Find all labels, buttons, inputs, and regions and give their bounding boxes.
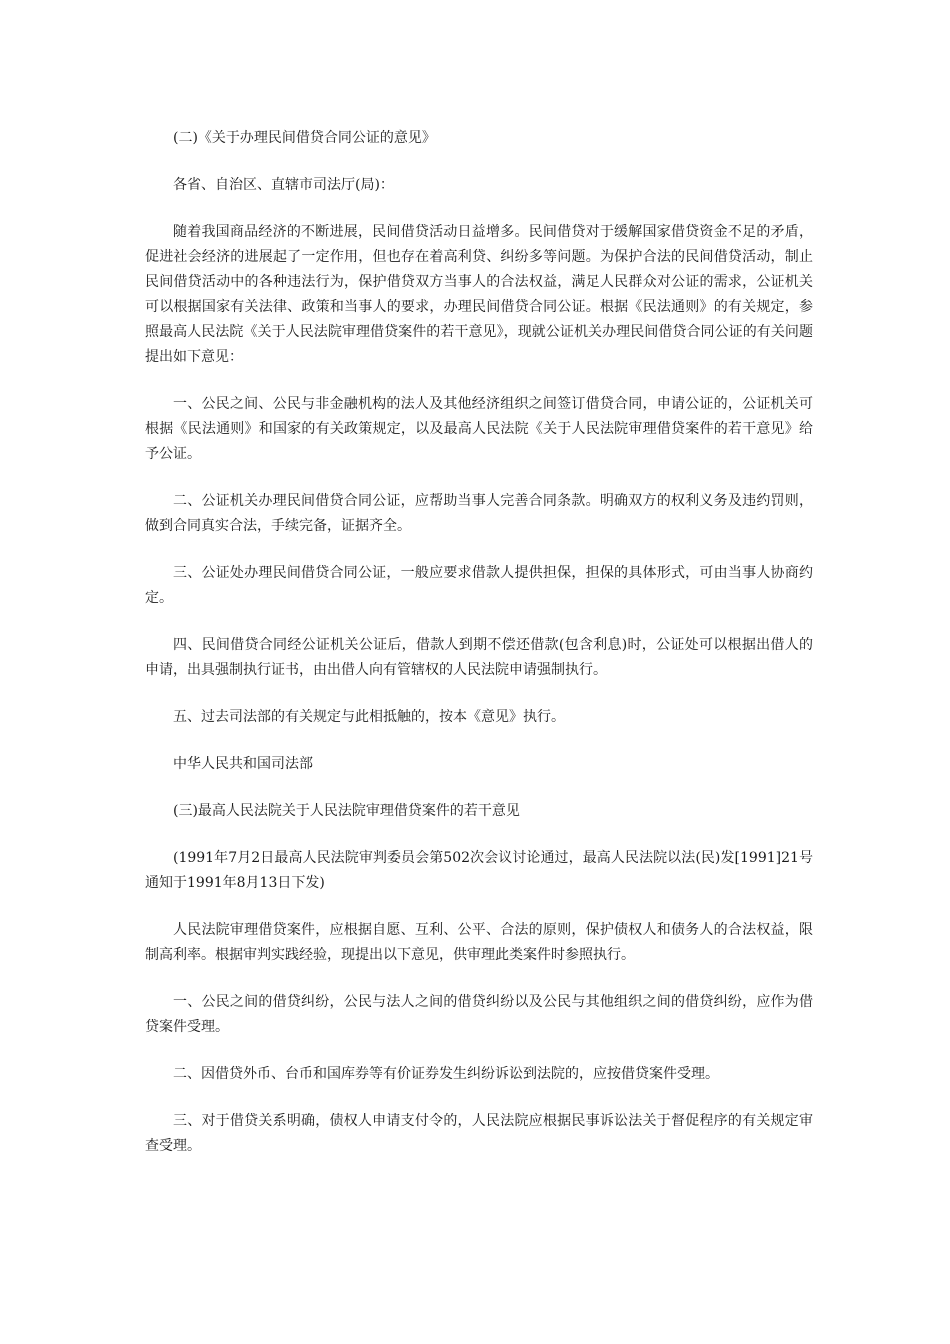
section-heading-3: (三)最高人民法院关于人民法院审理借贷案件的若干意见: [173, 803, 520, 819]
court-item-2: 二、因借贷外币、台币和国库券等有价证券发生纠纷诉讼到法院的，应按借贷案件受理。: [173, 1066, 719, 1082]
adoption-note: (1991年7月2日最高人民法院审判委员会第502次会议讨论通过，最高人民法院以法(民)发[1991]21号通知于1991年8月13日下发): [145, 850, 813, 891]
court-intro-paragraph: 人民法院审理借贷案件，应根据自愿、互利、公平、合法的原则，保护债权人和债务人的合法权益，限制高利率。根据审判实践经验，现提出以下意见，供审理此类案件时参照执行。: [145, 922, 813, 963]
opinion-item-5: 五、过去司法部的有关规定与此相抵触的，按本《意见》执行。: [173, 709, 565, 725]
opinion-item-4: 四、民间借贷合同经公证机关公证后，借款人到期不偿还借款(包含利息)时，公证处可以根据出借人的申请，出具强制执行证书，由出借人向有管辖权的人民法院申请强制执行。: [145, 637, 813, 678]
opinion-item-2: 二、公证机关办理民间借贷合同公证，应帮助当事人完善合同条款。明确双方的权利义务及违约罚则，做到合同真实合法，手续完备，证据齐全。: [145, 493, 813, 534]
court-item-3: 三、对于借贷关系明确，债权人申请支付令的，人民法院应根据民事诉讼法关于督促程序的有关规定审查受理。: [145, 1113, 813, 1154]
section-heading-2: (二)《关于办理民间借贷合同公证的意见》: [173, 130, 436, 146]
intro-paragraph: 随着我国商品经济的不断进展，民间借贷活动日益增多。民间借贷对于缓解国家借贷资金不足的矛盾，促进社会经济的进展起了一定作用，但也存在着高利贷、纠纷多等问题。为保护合法的民间借贷活动，制止民间借贷活动中的各种违法行为，保护借贷双方当事人的合法权益，满足人民群众对公证的需求，公证机关可以根据国家有关法律、政策和当事人的要求，办理民间借贷合同公证。根据《民法通则》的有关规定，参照最高人民法院《关于人民法院审理借贷案件的若干意见》，现就公证机关办理民间借贷合同公证的有关问题提出如下意见：: [145, 224, 813, 365]
document-body: [145, 126, 813, 1159]
opinion-item-1: 一、公民之间、公民与非金融机构的法人及其他经济组织之间签订借贷合同，申请公证的，公证机关可根据《民法通则》和国家的有关政策规定，以及最高人民法院《关于人民法院审理借贷案件的若干意见》给予公证。: [145, 396, 813, 462]
court-item-1: 一、公民之间的借贷纠纷，公民与法人之间的借贷纠纷以及公民与其他组织之间的借贷纠纷，应作为借贷案件受理。: [145, 994, 813, 1035]
salutation: 各省、自治区、直辖市司法厅(局)：: [173, 177, 394, 193]
issuer-signature: 中华人民共和国司法部: [173, 756, 313, 772]
opinion-item-3: 三、公证处办理民间借贷合同公证，一般应要求借款人提供担保，担保的具体形式，可由当事人协商约定。: [145, 565, 813, 606]
